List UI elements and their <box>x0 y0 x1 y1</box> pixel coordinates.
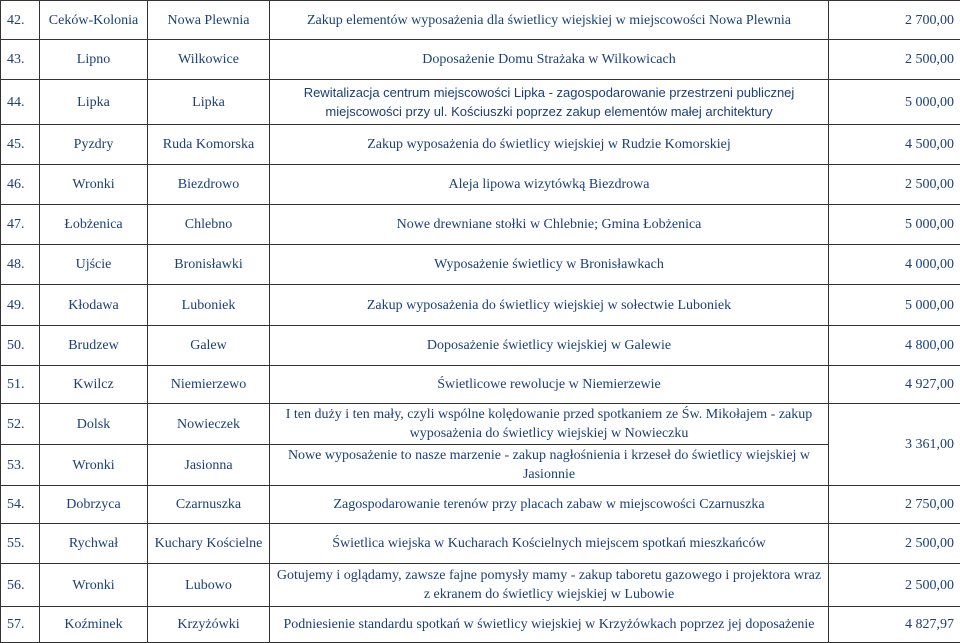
amount-cell: 5 000,00 <box>829 285 960 326</box>
row-number: 46. <box>1 165 40 205</box>
amount-cell: 2 500,00 <box>829 524 960 564</box>
table-row <box>1 80 960 125</box>
amount-cell: 4 000,00 <box>829 245 960 285</box>
title-cell: Nowe wyposażenie to nasze marzenie - zakup nagłośnienia i krzeseł do świetlicy wiejskiej w Jasionnie <box>270 445 829 486</box>
miejscowosc-cell: Nowa Plewnia <box>148 1 270 40</box>
amount-cell: 2 750,00 <box>829 486 960 524</box>
amount-cell: 2 500,00 <box>829 40 960 80</box>
gmina-cell: Wronki <box>40 165 148 205</box>
miejscowosc-cell: Lubowo <box>148 564 270 607</box>
amount-cell: 5 000,00 <box>829 80 960 125</box>
table-row <box>1 486 960 524</box>
table-row <box>1 445 960 486</box>
gmina-cell: Wronki <box>40 445 148 486</box>
miejscowosc-cell: Nowieczek <box>148 404 270 445</box>
amount-cell: 2 700,00 <box>829 1 960 40</box>
gmina-cell: Kwilcz <box>40 366 148 404</box>
miejscowosc-cell: Galew <box>148 326 270 366</box>
miejscowosc-cell: Czarnuszka <box>148 486 270 524</box>
gmina-cell: Lipka <box>40 80 148 125</box>
gmina-cell: Dolsk <box>40 404 148 445</box>
table-row <box>1 165 960 205</box>
row-number: 52. <box>1 404 40 445</box>
gmina-cell: Brudzew <box>40 326 148 366</box>
row-number: 42. <box>1 1 40 40</box>
gmina-cell: Wronki <box>40 564 148 607</box>
table-row <box>1 125 960 165</box>
row-number: 56. <box>1 564 40 607</box>
gmina-cell: Rychwał <box>40 524 148 564</box>
row-number: 47. <box>1 205 40 245</box>
table-row <box>1 366 960 404</box>
table-row <box>1 205 960 245</box>
title-cell: Świetlicowe rewolucje w Niemierzewie <box>270 366 829 404</box>
row-number: 44. <box>1 80 40 125</box>
miejscowosc-cell: Niemierzewo <box>148 366 270 404</box>
title-cell: Zagospodarowanie terenów przy placach zabaw w miejscowości Czarnuszka <box>270 486 829 524</box>
gmina-cell: Pyzdry <box>40 125 148 165</box>
gmina-cell: Ujście <box>40 245 148 285</box>
amount-cell: 5 000,00 <box>829 205 960 245</box>
miejscowosc-cell: Jasionna <box>148 445 270 486</box>
gmina-cell: Lipno <box>40 40 148 80</box>
row-number: 51. <box>1 366 40 404</box>
title-cell: Zakup wyposażenia do świetlicy wiejskiej w sołectwie Luboniek <box>270 285 829 326</box>
title-cell: Gotujemy i oglądamy, zawsze fajne pomysły mamy - zakup taboretu gazowego i projektora wraz z ekranem do świetlicy wiejskiej w Lubowie <box>270 564 829 607</box>
table-row <box>1 564 960 607</box>
amount-cell: 4 927,00 <box>829 366 960 404</box>
row-number: 49. <box>1 285 40 326</box>
row-number: 45. <box>1 125 40 165</box>
table-row <box>1 404 960 445</box>
title-cell: Doposażenie świetlicy wiejskiej w Galewie <box>270 326 829 366</box>
table-row <box>1 1 960 40</box>
miejscowosc-cell: Biezdrowo <box>148 165 270 205</box>
gmina-cell: Łobżenica <box>40 205 148 245</box>
row-number: 54. <box>1 486 40 524</box>
table-row <box>1 40 960 80</box>
row-number: 50. <box>1 326 40 366</box>
table-row <box>1 285 960 326</box>
amount-cell: 2 500,00 <box>829 564 960 607</box>
miejscowosc-cell: Kuchary Kościelne <box>148 524 270 564</box>
table-row <box>1 524 960 564</box>
title-cell: Doposażenie Domu Strażaka w Wilkowicach <box>270 40 829 80</box>
title-cell: I ten duży i ten mały, czyli wspólne kolędowanie przed spotkaniem ze Św. Mikołajem - zakup wyposażenia do świetlicy wiejskiej w Nowieczku <box>270 404 829 445</box>
miejscowosc-cell: Krzyżówki <box>148 607 270 643</box>
title-cell: Wyposażenie świetlicy w Bronisławkach <box>270 245 829 285</box>
row-number: 43. <box>1 40 40 80</box>
table-row <box>1 326 960 366</box>
miejscowosc-cell: Ruda Komorska <box>148 125 270 165</box>
row-number: 57. <box>1 607 40 643</box>
title-cell: Zakup wyposażenia do świetlicy wiejskiej w Rudzie Komorskiej <box>270 125 829 165</box>
title-cell: Aleja lipowa wizytówką Biezdrowa <box>270 165 829 205</box>
miejscowosc-cell: Wilkowice <box>148 40 270 80</box>
title-cell: Zakup elementów wyposażenia dla świetlicy wiejskiej w miejscowości Nowa Plewnia <box>270 1 829 40</box>
amount-cell: 3 361,00 <box>829 404 960 486</box>
row-number: 48. <box>1 245 40 285</box>
amount-cell: 4 827,97 <box>829 607 960 643</box>
miejscowosc-cell: Luboniek <box>148 285 270 326</box>
gmina-cell: Kłodawa <box>40 285 148 326</box>
miejscowosc-cell: Chlebno <box>148 205 270 245</box>
miejscowosc-cell: Lipka <box>148 80 270 125</box>
row-number: 53. <box>1 445 40 486</box>
gmina-cell: Koźminek <box>40 607 148 643</box>
table-row <box>1 245 960 285</box>
title-cell: Świetlica wiejska w Kucharach Kościelnych miejscem spotkań mieszkańców <box>270 524 829 564</box>
amount-cell: 2 500,00 <box>829 165 960 205</box>
table-row <box>1 607 960 643</box>
gmina-cell: Dobrzyca <box>40 486 148 524</box>
miejscowosc-cell: Bronisławki <box>148 245 270 285</box>
title-cell: Nowe drewniane stołki w Chlebnie; Gmina Łobżenica <box>270 205 829 245</box>
row-number: 55. <box>1 524 40 564</box>
amount-cell: 4 800,00 <box>829 326 960 366</box>
title-cell: Podniesienie standardu spotkań w świetlicy wiejskiej w Krzyżówkach poprzez jej doposażenie <box>270 607 829 643</box>
gmina-cell: Ceków-Kolonia <box>40 1 148 40</box>
title-cell: Rewitalizacja centrum miejscowości Lipka - zagospodarowanie przestrzeni publicznej miejscowości przy ul. Kościuszki poprzez zakup elementów małej architektury <box>270 80 829 125</box>
amount-cell: 4 500,00 <box>829 125 960 165</box>
